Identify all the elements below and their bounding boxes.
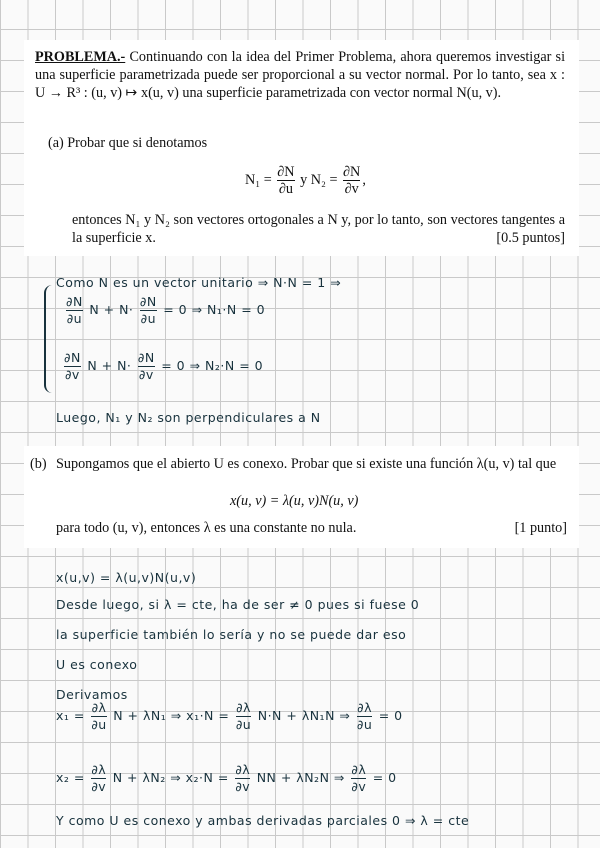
fraction <box>66 294 83 327</box>
fraction <box>91 762 106 795</box>
fraction <box>140 294 157 327</box>
numerator: ∂N <box>277 164 295 180</box>
part-a-conclusion-text: entonces N₁ y N₂ son vectores ortogonales a N y, por lo tanto, son vectores tangentes a la superficie x. <box>72 212 565 246</box>
fraction <box>235 762 250 795</box>
numerator: ∂λ <box>91 700 107 715</box>
part-a-text: Probar que si denotamos <box>67 135 208 151</box>
denominator: ∂u <box>66 311 83 326</box>
eq-text: N + λN₁ ⇒ x₁·N = <box>113 708 230 723</box>
answer-a-line1: Como N es un vector unitario ⇒ N·N = 1 ⇒ <box>56 275 342 290</box>
fraction <box>343 164 360 197</box>
denominator: ∂v <box>351 779 367 794</box>
numerator: ∂N <box>137 350 155 365</box>
eq-text: x₁ = <box>56 708 85 723</box>
denominator: ∂v <box>344 181 359 197</box>
part-a-conclusion <box>72 211 565 247</box>
part-a-intro <box>48 134 207 152</box>
fraction <box>277 164 294 197</box>
part-a-label: (a) <box>48 135 64 151</box>
numerator: ∂λ <box>236 700 251 715</box>
part-b-conclusion: para todo (u, v), entonces λ es una constante no nula. <box>56 520 357 536</box>
eq-text: N + N· <box>87 358 132 373</box>
part-b-formula: x(u, v) = λ(u, v)N(u, v) <box>230 493 359 509</box>
denominator: ∂v <box>64 367 80 382</box>
answer-b-deriv2 <box>56 762 397 795</box>
brace <box>44 285 54 393</box>
answer-a-eq2 <box>62 350 263 383</box>
numerator: ∂λ <box>91 762 107 777</box>
fraction <box>138 350 155 383</box>
denominator: ∂v <box>91 779 107 794</box>
fraction <box>91 700 106 733</box>
fraction <box>236 700 251 733</box>
numerator: ∂N <box>343 164 361 180</box>
fraction <box>64 350 81 383</box>
eq-text: NN + λN₂N ⇒ <box>256 770 345 785</box>
eq-text: N + λN₂ ⇒ x₂·N = <box>112 770 229 785</box>
answer-b-line2: Desde luego, si λ = cte, ha de ser ≠ 0 pues si fuese 0 <box>56 597 420 612</box>
answer-b-final: Y como U es conexo y ambas derivadas parciales 0 ⇒ λ = cte <box>56 813 470 828</box>
answer-b-line5: Derivamos <box>56 687 128 702</box>
numerator: ∂λ <box>235 762 251 777</box>
numerator: ∂N <box>66 294 83 309</box>
fraction <box>357 700 372 733</box>
part-b-text: Supongamos que el abierto U es conexo. Probar que si existe una función λ(u, v) tal que <box>56 456 557 472</box>
eq-text: = 0 <box>378 708 403 723</box>
formula-text: N₁ = <box>245 171 272 188</box>
problem-heading: PROBLEMA.- <box>35 49 126 65</box>
numerator: ∂N <box>139 294 157 309</box>
denominator: ∂u <box>278 181 293 197</box>
fraction <box>351 762 366 795</box>
eq-text: x₂ = <box>56 770 85 785</box>
formula-text: y N₂ = <box>300 171 338 188</box>
answer-b-line4: U es conexo <box>56 657 138 672</box>
eq-text: N·N + λN₁N ⇒ <box>257 708 351 723</box>
denominator: ∂v <box>138 367 154 382</box>
denominator: ∂u <box>91 717 107 732</box>
formula-text: , <box>362 171 366 188</box>
part-a-points: [0.5 puntos] <box>496 230 565 246</box>
part-b-label: (b) <box>30 456 47 472</box>
problem-intro: Continuando con la idea del Primer Problema, ahora queremos investigar si una superficie parametrizada puede ser proporcional a su vector normal. Por lo tanto, sea x : U → R³ : (u, v) ↦ x(u, v) una superficie parametrizada con vector normal N(u, v). <box>35 49 566 101</box>
answer-b-line3: la superficie también lo sería y no se puede dar eso <box>56 627 407 642</box>
numerator: ∂λ <box>357 700 372 715</box>
denominator: ∂v <box>235 779 251 794</box>
part-b-points: [1 punto] <box>514 520 567 536</box>
part-a-formula <box>245 164 366 197</box>
numerator: ∂N <box>64 350 81 365</box>
eq-text: N + N· <box>89 302 134 317</box>
eq-text: = 0 <box>372 770 397 785</box>
denominator: ∂u <box>235 717 252 732</box>
denominator: ∂u <box>140 311 157 326</box>
answer-a-conclusion: Luego, N₁ y N₂ son perpendiculares a N <box>56 410 321 425</box>
answer-b-deriv1 <box>56 700 403 733</box>
problem-statement <box>35 48 565 102</box>
answer-a-eq1 <box>64 294 265 327</box>
eq-text: = 0 ⇒ N₂·N = 0 <box>161 358 264 373</box>
denominator: ∂u <box>356 717 373 732</box>
numerator: ∂λ <box>351 762 367 777</box>
eq-text: = 0 ⇒ N₁·N = 0 <box>163 302 266 317</box>
answer-b-line1: x(u,v) = λ(u,v)N(u,v) <box>56 570 197 585</box>
